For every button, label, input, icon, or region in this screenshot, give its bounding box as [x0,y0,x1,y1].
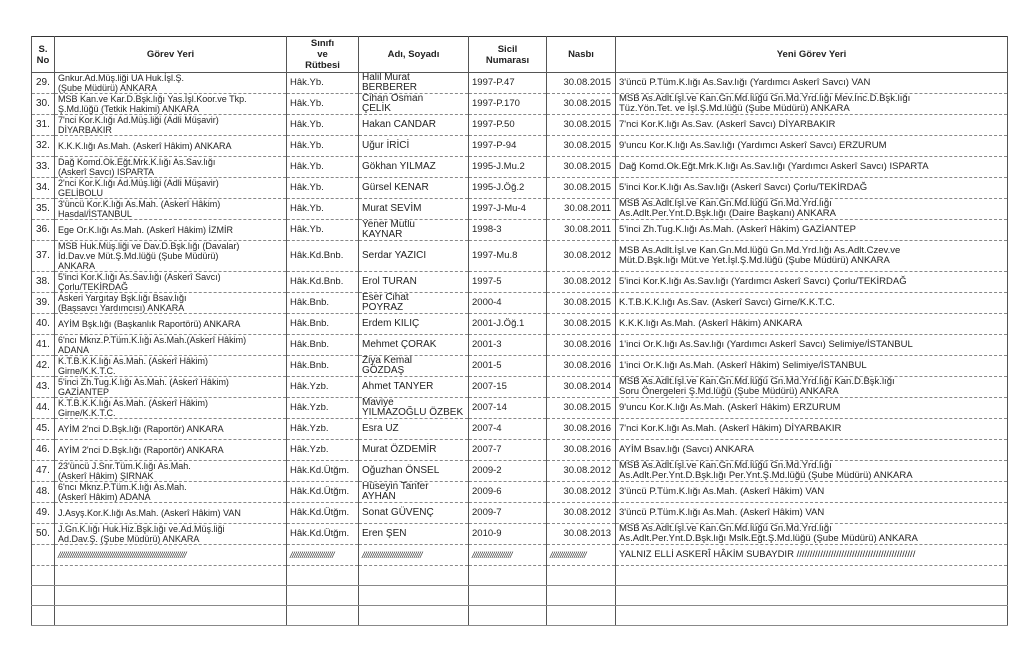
new-post: 7'nci Kor.K.lığı As.Sav. (Askerî Savcı) DİYARBAKIR [616,115,1008,136]
rank: Hâk.Yzb. [287,419,359,440]
new-post: MSB As.Adlt.İşl.ve Kan.Gn.Md.lüğü Gn.Md.Yrd.lığı As.Adlt.Per.Ynt.D.Bşk.lığı Mslk.Eğt.Ş.Md.lüğü (Şube Müdürü) ANKARA [616,524,1008,545]
new-post: 3'üncü P.Tüm.K.lığı As.Mah. (Askerî Hâkim) VAN [616,482,1008,503]
header-row [32,37,1008,73]
new-post: MSB As.Adlt.İşl.ve Kan.Gn.Md.lüğü Gn.Md.Yrd.lığı Kan.D.Bşk.lığı Soru Önergeleri Ş.Md.lüğü (Şube Müdürü) ANKARA [616,377,1008,398]
commission-date: 30.08.2012 [547,241,616,272]
table-row [32,419,1008,440]
row-number: 41. [32,335,55,356]
table-row [32,293,1008,314]
commission-date: 30.08.2015 [547,293,616,314]
header-no: S. No [32,37,55,73]
table-row [32,241,1008,272]
registry-number: 2010-9 [469,524,547,545]
rank: Hâk.Yb. [287,136,359,157]
rank: Hâk.Yb. [287,94,359,115]
current-post: J.Gn.K.lığı Huk.Hiz.Bşk.lığı ve.Ad.Müş.liği Ad.Dav.Ş. (Şube Müdürü) ANKARA [55,524,287,545]
new-post: 3'üncü P.Tüm.K.lığı As.Mah. (Askerî Hâkim) VAN [616,503,1008,524]
empty-cell [616,586,1008,606]
empty-cell [287,586,359,606]
full-name: Mehmet ÇORAK [359,335,469,356]
empty-cell [359,566,469,586]
commission-date: 30.08.2016 [547,356,616,377]
commission-date: 30.08.2012 [547,461,616,482]
registry-number: 2009-6 [469,482,547,503]
document-page [31,36,1007,626]
rank: Hâk.Kd.Ütğm. [287,461,359,482]
new-post: 5'inci Kor.K.lığı As.Sav.lığı (Yardımcı Askerî Savcı) Çorlu/TEKİRDAĞ [616,272,1008,293]
registry-number: 2001-5 [469,356,547,377]
rank: Hâk.Bnb. [287,293,359,314]
commission-date: 30.08.2015 [547,157,616,178]
empty-cell [547,606,616,626]
current-post: Dağ Komd.Ok.Eğt.Mrk.K.lığı As.Sav.lığı (Askerî Savcı) ISPARTA [55,157,287,178]
commission-date: 30.08.2015 [547,178,616,199]
rank: Hâk.Kd.Bnb. [287,241,359,272]
empty-cell [616,606,1008,626]
registry-number: 1997-P.50 [469,115,547,136]
full-name: Eren ŞEN [359,524,469,545]
full-name: Maviye YILMAZOĞLU ÖZBEK [359,398,469,419]
header-gorev-yeri: Görev Yeri [55,37,287,73]
current-post: Askeri Yargıtay Bşk.lığı Bsav.lığı (Başsavcı Yardımcısı) ANKARA [55,293,287,314]
rank: Hâk.Yb. [287,157,359,178]
registry-number: 1997-J-Mu-4 [469,199,547,220]
empty-cell [32,566,55,586]
row-number: 37. [32,241,55,272]
row-number: 35. [32,199,55,220]
current-post: MSB Huk.Müş.liği ve Dav.D.Bşk.lığı (Davalar) İd.Dav.ve Müt.Ş.Md.lüğü (Şube Müdürü) ANKARA [55,241,287,272]
empty-cell [547,566,616,586]
new-post: 5'inci Kor.K.lığı As.Sav.lığı (Askerî Savcı) Çorlu/TEKİRDAĞ [616,178,1008,199]
row-number: 47. [32,461,55,482]
full-name: Esra UZ [359,419,469,440]
new-post: Dağ Komd.Ok.Eğt.Mrk.K.lığı As.Sav.lığı (Yardımcı Askerî Savcı) ISPARTA [616,157,1008,178]
current-post: 6'ncı Mknz.P.Tüm.K.lığı As.Mah. (Askerî Hâkim) ADANA [55,482,287,503]
current-post: Ege Or.K.lığı As.Mah. (Askerî Hâkim) İZMİR [55,220,287,241]
registry-number: 1997-P-94 [469,136,547,157]
filler-slashes: ////////////////// [547,545,616,566]
current-post: 23'üncü J.Snr.Tüm.K.lığı As.Mah. (Askerî Hâkim) ŞIRNAK [55,461,287,482]
rank: Hâk.Kd.Ütğm. [287,524,359,545]
full-name: Murat ÖZDEMİR [359,440,469,461]
rank: Hâk.Bnb. [287,314,359,335]
row-number: 46. [32,440,55,461]
row-number: 50. [32,524,55,545]
commission-date: 30.08.2015 [547,94,616,115]
table-row [32,335,1008,356]
new-post: 3'üncü P.Tüm.K.lığı As.Sav.lığı (Yardımcı Askerî Savcı) VAN [616,73,1008,94]
row-number: 48. [32,482,55,503]
row-number: 29. [32,73,55,94]
new-post: 7'nci Kor.K.lığı As.Mah. (Askerî Hâkim) DİYARBAKIR [616,419,1008,440]
table-row [32,157,1008,178]
rank: Hâk.Yb. [287,115,359,136]
rank: Hâk.Yzb. [287,440,359,461]
table-row [32,440,1008,461]
current-post: K.T.B.K.K.lığı As.Mah. (Askerî Hâkim) Girne/K.K.T.C. [55,356,287,377]
registry-number: 1997-Mu.8 [469,241,547,272]
rank: Hâk.Yb. [287,73,359,94]
commission-date: 30.08.2011 [547,199,616,220]
commission-date: 30.08.2014 [547,377,616,398]
full-name: Serdar YAZICI [359,241,469,272]
table-row [32,115,1008,136]
row-number: 45. [32,419,55,440]
full-name: Murat SEVİM [359,199,469,220]
full-name: Uğur İRİCİ [359,136,469,157]
table-row [32,199,1008,220]
row-number: 44. [32,398,55,419]
row-number: 49. [32,503,55,524]
new-post: MSB As.Adlt.İşl.ve Kan.Gn.Md.lüğü Gn.Md.Yrd.lığı As.Adlt.Per.Ynt.D.Bşk.lığı (Daire Başkanı) ANKARA [616,199,1008,220]
commission-date: 30.08.2012 [547,272,616,293]
table-row [32,524,1008,545]
new-post: MSB As.Adlt.İşl.ve Kan.Gn.Md.lüğü Gn.Md.Yrd.lığı As.Adlt.Per.Ynt.D.Bşk.lığı Per.Ynt.Ş.Md.lüğü (Şube Müdürü) ANKARA [616,461,1008,482]
header-yeni-gorev: Yeni Görev Yeri [616,37,1008,73]
empty-cell [55,586,287,606]
table-row [32,73,1008,94]
row-number: 40. [32,314,55,335]
empty-cell [55,606,287,626]
commission-date: 30.08.2015 [547,398,616,419]
full-name: Cihan Osman ÇELİK [359,94,469,115]
total-statement: YALNIZ ELLİ ASKERÎ HÂKİM SUBAYDIR ///////////////////////////////////////////// [616,545,1008,566]
registry-number: 2007-15 [469,377,547,398]
registry-number: 2001-J.Öğ.1 [469,314,547,335]
header-sicil: Sicil Numarası [469,37,547,73]
empty-cell [469,606,547,626]
row-number: 42. [32,356,55,377]
registry-number: 1995-J.Öğ.2 [469,178,547,199]
filler-slashes: ////////////////////////////// [359,545,469,566]
header-sinif-rutbe: Sınıfı ve Rütbesi [287,37,359,73]
row-number: 32. [32,136,55,157]
blank-row [32,586,1008,606]
empty-cell [616,566,1008,586]
commission-date: 30.08.2016 [547,335,616,356]
filler-slashes: //////////////////// [469,545,547,566]
commission-date: 30.08.2011 [547,220,616,241]
header-nasbi: Nasbı [547,37,616,73]
new-post: MSB As.Adlt.İşl.ve Kan.Gn.Md.lüğü Gn.Md.Yrd.lığı Mev.İnc.D.Bşk.lığı Tüz.Yön.Tet. ve İşl.Ş.Md.lüğü (Şube Müdürü) ANKARA [616,94,1008,115]
rank: Hâk.Bnb. [287,356,359,377]
full-name: Sonat GÜVENÇ [359,503,469,524]
rank: Hâk.Yzb. [287,398,359,419]
current-post: 3'üncü Kor.K.lığı As.Mah. (Askerî Hâkim) Hasdal/İSTANBUL [55,199,287,220]
full-name: Yener Mutlu KAYNAR [359,220,469,241]
full-name: Erol TURAN [359,272,469,293]
registry-number: 2007-7 [469,440,547,461]
registry-number: 2001-3 [469,335,547,356]
new-post: AYİM Bsav.lığı (Savcı) ANKARA [616,440,1008,461]
full-name: Hakan CANDAR [359,115,469,136]
registry-number: 1995-J.Mu.2 [469,157,547,178]
table-row [32,136,1008,157]
empty-cell [287,606,359,626]
new-post: 9'uncu Kor.K.lığı As.Mah. (Askerî Hâkim) ERZURUM [616,398,1008,419]
full-name: Hüseyin Tanfer AYHAN [359,482,469,503]
table-row [32,220,1008,241]
row-number: 43. [32,377,55,398]
row-number: 34. [32,178,55,199]
current-post: AYİM Bşk.lığı (Başkanlık Raportörü) ANKARA [55,314,287,335]
commission-date: 30.08.2016 [547,419,616,440]
commission-date: 30.08.2015 [547,115,616,136]
table-row [32,482,1008,503]
current-post: 5'inci Zh.Tug.K.lığı As.Mah. (Askerî Hâkim) GAZİANTEP [55,377,287,398]
current-post: AYİM 2'nci D.Bşk.lığı (Raportör) ANKARA [55,419,287,440]
registry-number: 2007-14 [469,398,547,419]
filler-slashes: //////////////////////////////////////////////////////////////// [55,545,287,566]
empty-cell [469,586,547,606]
new-post: MSB As.Adlt.İşl.ve Kan.Gn.Md.lüğü Gn.Md.Yrd.lığı As.Adlt.Czev.ve Müt.D.Bşk.lığı Müt.ve Yet.İşl.Ş.Md.lüğü (Şube Müdürü) ANKARA [616,241,1008,272]
new-post: 1'inci Or.K.lığı As.Mah. (Askerî Hâkim) Selimiye/İSTANBUL [616,356,1008,377]
current-post: 6'ncı Mknz.P.Tüm.K.lığı As.Mah.(Askerî Hâkim) ADANA [55,335,287,356]
empty-cell [547,586,616,606]
rank: Hâk.Kd.Ütğm. [287,503,359,524]
current-post: 2'nci Kor.K.lığı Ad.Müş.liği (Adli Müşavir) GELİBOLU [55,178,287,199]
blank-row [32,606,1008,626]
current-post: AYİM 2'nci D.Bşk.lığı (Raportör) ANKARA [55,440,287,461]
empty-cell [359,586,469,606]
empty-cell [287,566,359,586]
registry-number: 2009-2 [469,461,547,482]
full-name: Erdem KILIÇ [359,314,469,335]
rank: Hâk.Kd.Bnb. [287,272,359,293]
commission-date: 30.08.2012 [547,503,616,524]
commission-date: 30.08.2013 [547,524,616,545]
commission-date: 30.08.2012 [547,482,616,503]
commission-date: 30.08.2015 [547,314,616,335]
commission-date: 30.08.2016 [547,440,616,461]
registry-number: 2000-4 [469,293,547,314]
row-number: 38. [32,272,55,293]
full-name: Gökhan YILMAZ [359,157,469,178]
new-post: 5'inci Zh.Tug.K.lığı As.Mah. (Askerî Hâkim) GAZİANTEP [616,220,1008,241]
registry-number: 1998-3 [469,220,547,241]
rank: Hâk.Kd.Ütğm. [287,482,359,503]
new-post: 1'inci Or.K.lığı As.Sav.lığı (Yardımcı Askerî Savcı) Selimiye/İSTANBUL [616,335,1008,356]
row-number: 31. [32,115,55,136]
row-number: 30. [32,94,55,115]
rank: Hâk.Yb. [287,199,359,220]
new-post: 9'uncu Kor.K.lığı As.Sav.lığı (Yardımcı Askerî Savcı) ERZURUM [616,136,1008,157]
table-row [32,356,1008,377]
rank: Hâk.Yb. [287,178,359,199]
table-row [32,272,1008,293]
new-post: K.K.K.lığı As.Mah. (Askerî Hâkim) ANKARA [616,314,1008,335]
table-row [32,461,1008,482]
table-row [32,377,1008,398]
header-ad-soyad: Adı, Soyadı [359,37,469,73]
current-post: MSB Kan.ve Kar.D.Bşk.lığı Yas.İşl.Koor.ve Tkp. Ş.Md.lüğü (Tetkik Hakimi) ANKARA [55,94,287,115]
current-post: K.T.B.K.K.lığı As.Mah. (Askerî Hâkim) Girne/K.K.T.C. [55,398,287,419]
current-post: Gnkur.Ad.Müş.liği UA Huk.İşl.Ş. (Şube Müdürü) ANKARA [55,73,287,94]
full-name: Halil Murat BERBERER [359,73,469,94]
table-body [32,73,1008,626]
registry-number: 2009-7 [469,503,547,524]
full-name: Ziya Kemal GÖZDAŞ [359,356,469,377]
table-row [32,503,1008,524]
full-name: Gürsel KENAR [359,178,469,199]
blank-row [32,566,1008,586]
empty-cell [32,545,55,566]
empty-cell [469,566,547,586]
empty-cell [55,566,287,586]
empty-cell [32,586,55,606]
registry-number: 1997-5 [469,272,547,293]
registry-number: 2007-4 [469,419,547,440]
empty-cell [359,606,469,626]
full-name: Oğuzhan ÖNSEL [359,461,469,482]
closing-row [32,545,1008,566]
table-row [32,94,1008,115]
rank: Hâk.Yb. [287,220,359,241]
full-name: Eser Cihat POYRAZ [359,293,469,314]
table-row [32,398,1008,419]
current-post: J.Asyş.Kor.K.lığı As.Mah. (Askerî Hâkim) VAN [55,503,287,524]
table-row [32,178,1008,199]
current-post: 7'nci Kor.K.lığı Ad.Müş.liği (Adli Müşavir) DİYARBAKIR [55,115,287,136]
row-number: 39. [32,293,55,314]
registry-number: 1997-P.170 [469,94,547,115]
new-post: K.T.B.K.K.lığı As.Sav. (Askerî Savcı) Girne/K.K.T.C. [616,293,1008,314]
table-row [32,314,1008,335]
full-name: Ahmet TANYER [359,377,469,398]
empty-cell [32,606,55,626]
row-number: 36. [32,220,55,241]
commission-date: 30.08.2015 [547,136,616,157]
rank: Hâk.Bnb. [287,335,359,356]
current-post: K.K.K.lığı As.Mah. (Askerî Hâkim) ANKARA [55,136,287,157]
row-number: 33. [32,157,55,178]
current-post: 5'inci Kor.K.lığı As.Sav.lığı (Askerî Savcı) Çorlu/TEKİRDAĞ [55,272,287,293]
filler-slashes: ////////////////////// [287,545,359,566]
assignment-table [31,36,1008,626]
rank: Hâk.Yzb. [287,377,359,398]
commission-date: 30.08.2015 [547,73,616,94]
registry-number: 1997-P.47 [469,73,547,94]
